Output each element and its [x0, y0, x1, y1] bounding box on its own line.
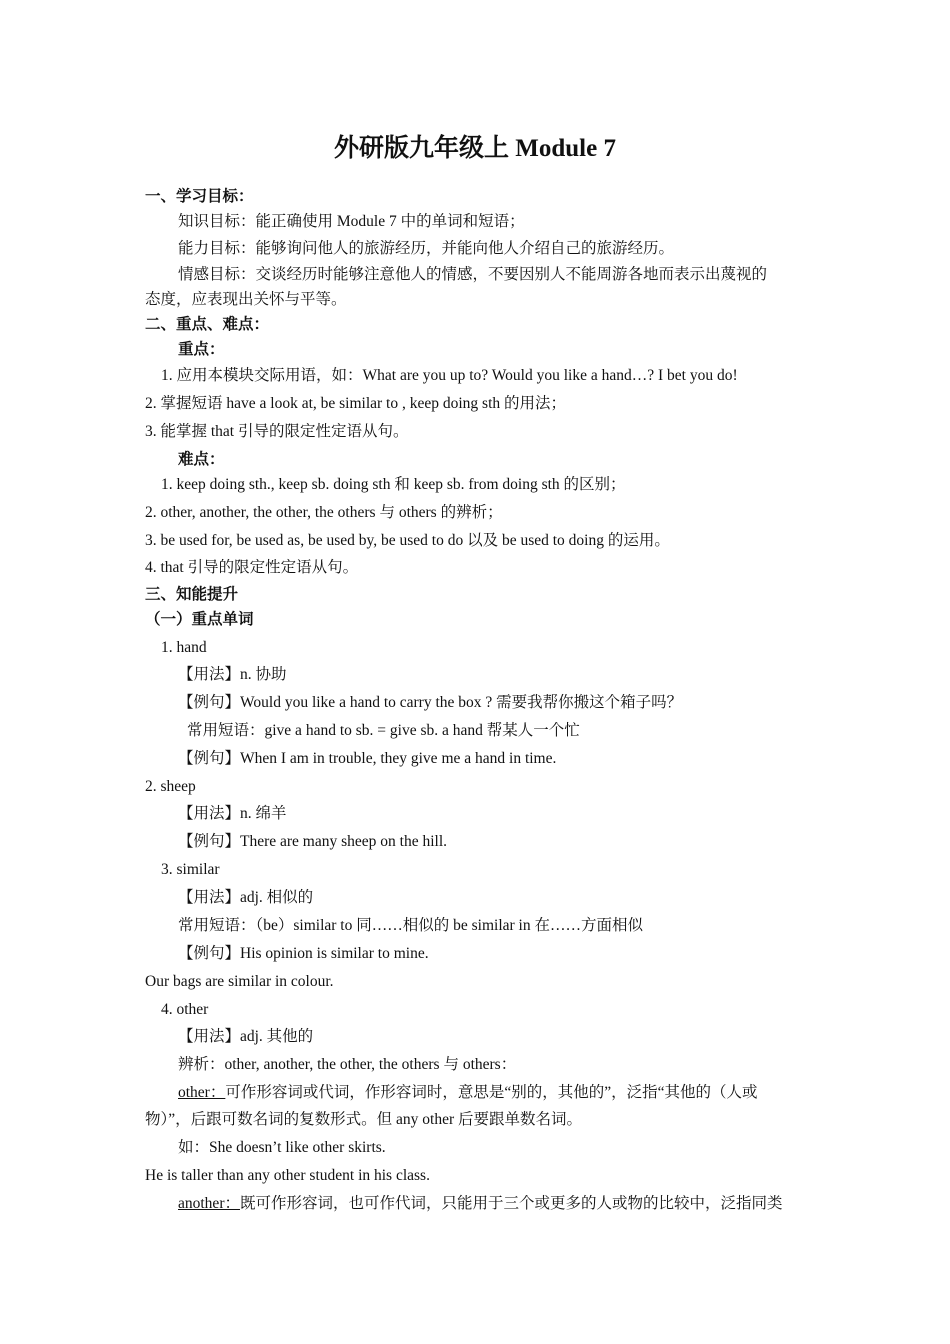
key-point-2: 2. 掌握短语 have a look at, be similar to , keep doing sth 的用法； [145, 395, 567, 412]
word-similar-heading: 3. similar [161, 861, 220, 878]
key-point-3: 3. 能掌握 that 引导的限定性定语从句。 [145, 423, 409, 440]
difficulty-1: 1. keep doing sth., keep sb. doing sth 和 keep sb. from doing sth 的区别； [161, 476, 626, 493]
another-explanation-text: 既可作形容词，也可作代词，只能用于三个或更多的人或物的比较中，泛指同类 [239, 1195, 783, 1212]
objective-knowledge: 知识目标：能正确使用 Module 7 中的单词和短语； [178, 213, 525, 230]
subsection-heading-words: （一）重点单词 [145, 611, 254, 628]
objective-emotion-line2: 态度，应表现出关怀与平等。 [145, 291, 347, 308]
section-heading-knowledge: 三、知能提升 [145, 586, 239, 603]
other-term: other： [178, 1084, 226, 1101]
word-hand-example: 【例句】Would you like a hand to carry the box ? 需要我帮你搬这个箱子吗？ [178, 694, 683, 711]
objective-ability: 能力目标：能够询问他人的旅游经历，并能向他人介绍自己的旅游经历。 [178, 240, 675, 257]
difficulty-3: 3. be used for, be used as, be used by, be used to do 以及 be used to doing 的运用。 [145, 532, 670, 549]
word-other-heading: 4. other [161, 1001, 209, 1018]
word-other-note: 辨析：other, another, the other, the others 与 others： [178, 1056, 517, 1073]
difficulties-label: 难点： [178, 451, 225, 468]
word-hand-example2: 【例句】When I am in trouble, they give me a hand in time. [178, 750, 557, 767]
difficulty-4: 4. that 引导的限定性定语从句。 [145, 559, 359, 576]
page-title: 外研版九年级上 Module 7 [334, 135, 616, 162]
other-example-2: He is taller than any other student in his class. [145, 1167, 430, 1184]
word-sheep-usage: 【用法】n. 绵羊 [178, 805, 287, 822]
word-similar-example2: Our bags are similar in colour. [145, 973, 334, 990]
word-hand-usage: 【用法】n. 协助 [178, 666, 287, 683]
word-hand-heading: 1. hand [161, 639, 207, 656]
word-other-usage: 【用法】adj. 其他的 [178, 1028, 314, 1045]
objective-emotion-line1: 情感目标：交谈经历时能够注意他人的情感，不要因别人不能周游各地而表示出蔑视的 [178, 266, 768, 283]
other-example-1: 如：She doesn’t like other skirts. [178, 1139, 386, 1156]
section-heading-key-points: 二、重点、难点： [145, 316, 270, 333]
word-similar-example: 【例句】His opinion is similar to mine. [178, 945, 429, 962]
section-heading-objectives: 一、学习目标： [145, 188, 254, 205]
another-term: another： [178, 1195, 240, 1212]
word-similar-usage: 【用法】adj. 相似的 [178, 889, 314, 906]
key-point-1: 1. 应用本模块交际用语，如：What are you up to? Would you like a hand…? I bet you do! [161, 367, 738, 384]
other-explanation-line1 [178, 1082, 810, 1104]
word-sheep-example: 【例句】There are many sheep on the hill. [178, 833, 448, 850]
key-points-label: 重点： [178, 341, 225, 358]
difficulty-2: 2. other, another, the other, the others 与 others 的辨析； [145, 504, 503, 521]
word-similar-phrase: 常用短语：（be）similar to 同……相似的 be similar in 在……方面相似 [178, 917, 643, 934]
other-explanation-text: 可作形容词或代词，作形容词时，意思是“别的，其他的”，泛指“其他的（人或 [225, 1084, 758, 1101]
another-explanation-line1 [178, 1193, 810, 1215]
other-explanation-line2: 物）”，后跟可数名词的复数形式。但 any other 后要跟单数名词。 [145, 1111, 582, 1128]
word-sheep-heading: 2. sheep [145, 778, 196, 795]
word-hand-phrase: 常用短语：give a hand to sb. = give sb. a hand 帮某人一个忙 [187, 722, 580, 739]
